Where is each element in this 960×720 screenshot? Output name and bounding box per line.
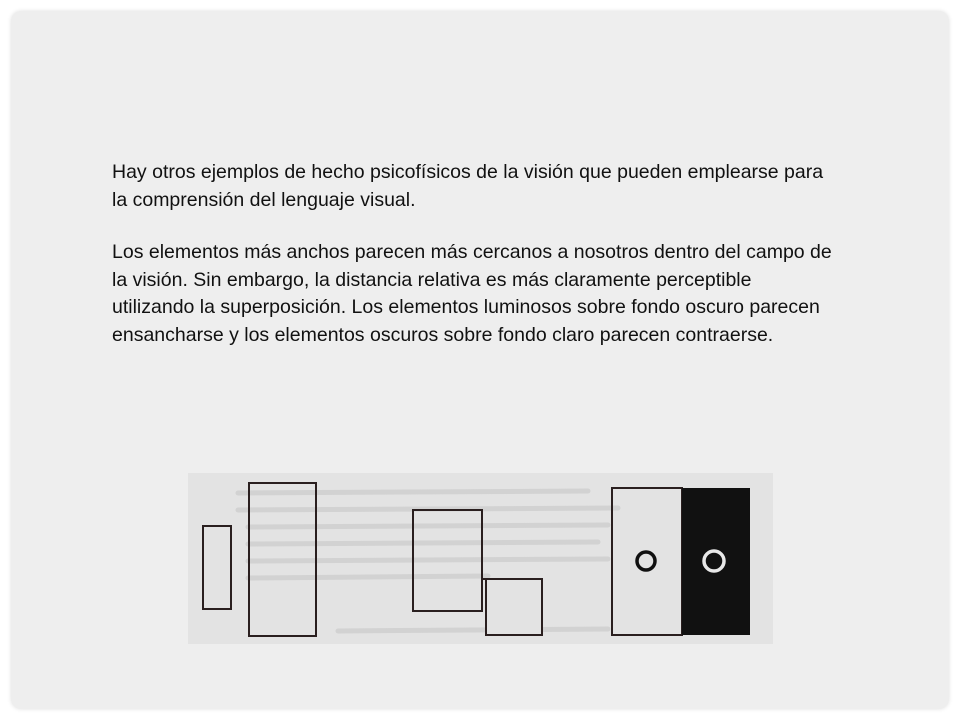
paragraph-intro: Hay otros ejemplos de hecho psicofísicos de la visión que pueden emplearse para la comprensión del lenguaje visual. — [112, 161, 824, 211]
light-panel — [612, 488, 682, 635]
front-square — [486, 579, 542, 635]
dark-circle-on-light — [637, 552, 655, 570]
figure-drawing — [188, 473, 773, 644]
paragraph-explanation: Los elementos más anchos parecen más cercanos a nosotros dentro del campo de la visión. Sin embargo, la distancia relativa es más claramente perceptible utilizando la superposición. Los elementos luminosos sobre fondo oscuro parecen ensancharse y los elementos oscuros sobre fondo claro parecen contraerse. — [112, 241, 832, 346]
visual-perception-figure — [188, 473, 773, 644]
narrow-rectangle — [203, 526, 231, 609]
slide-body-text — [112, 159, 832, 349]
dark-panel — [682, 488, 750, 635]
